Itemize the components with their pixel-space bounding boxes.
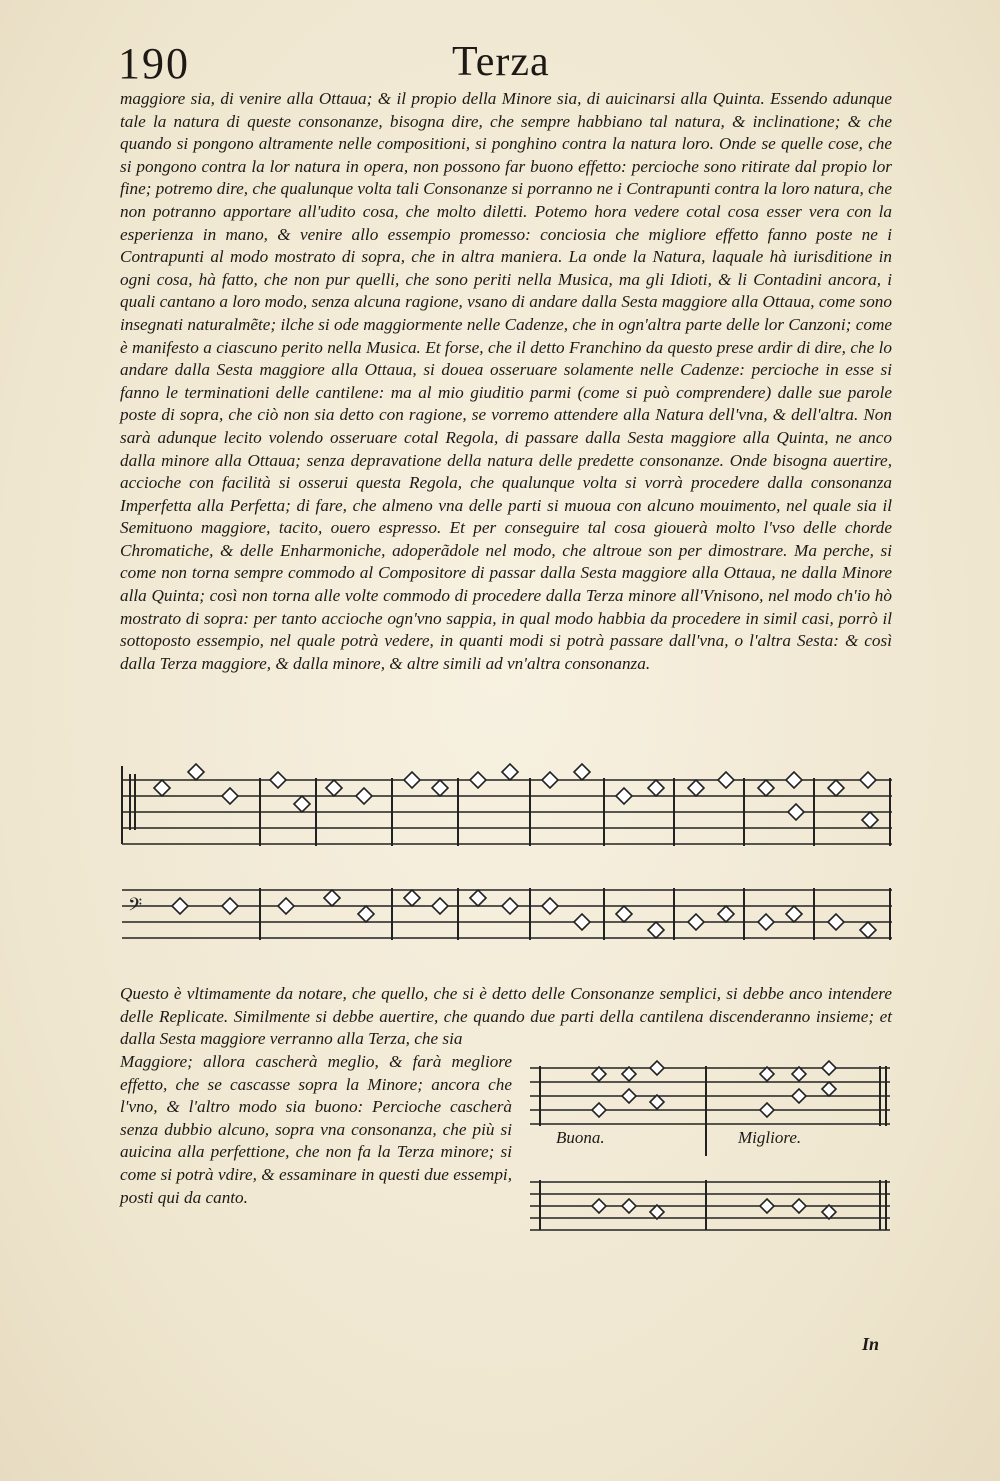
example-label-better: Migliore. — [738, 1128, 802, 1147]
side-paragraph: Maggiore; allora cascherà meglio, & farà megliore effetto, che se cascasse sopra la Minore; ancora che l'vno, & l'altro modo sia buono: Percioche cascherà senza dubbio alcuno, sopra vna consonanza, che più si auicina alla perfettione, che non fa la Terza minore; si come si potrà vdire, & essaminare in questi due essempi, posti qui da canto. — [120, 1052, 512, 1207]
main-paragraph: maggiore sia, di venire alla Ottaua; & il propio della Minore sia, di auicinarsi alla Quinta. Essendo adunque tale la natura di queste consonanze, bisogna dire, che sempre habbiano tal natura, & inclinatione; & che quando si pongono altramente nelle compositioni, si ponghino contra la natura loro. Onde se quelle cose, che si pongono contra la lor natura in opera, non possono far buono effetto: percioche sono ritirate dal propio lor fine; potremo dire, che qualunque volta tali Consonanze si porranno ne i Contrapunti contra la loro natura, che non potranno apportare all'udito cosa, che molto diletti. Potemo hora vedere cotal cosa esser vera con la esperienza in mano, & venire allo essempio promesso: conciosia che migliore effetto fanno poste ne i Contrapunti al modo mostrato di sopra, che in altra maniera. La onde la Natura, laquale hà iurisditione in ogni cosa, hà fatto, che non pur quelli, che sono periti nella Musica, ma gli Idioti, & li Contadini ancora, i quali cantano a loro modo, senza alcuna ragione, vsano di andare dalla Sesta maggiore alla Ottaua, come sono insegnati naturalmẽte; ilche si ode maggiormente nelle Cadenze, che in ogn'altra parte delle lor Canzoni; come è manifesto a ciascuno perito nella Musica. Et forse, che il detto Franchino da questo prese ardir di dire, che lo andare dalla Sesta maggiore alla Ottaua, si douea osseruare solamente nelle Cadenze: percioche in esse si fanno le terminationi delle cantilene: ma al mio giuditio parmi (come si può comprendere) dalle sue parole poste di sopra, che ciò non sia detto con ragione, se vorremo attendere alla Natura dell'vna, & dell'altra. Non sarà adunque lecito volendo osseruare cotal Regola, di passare dalla Sesta maggiore alla Quinta, ne anco dalla minore alla Ottaua; senza depravatione della natura delle predette consonanze. Onde bisogna auertire, accioche con facilità si osserui questa Regola, che qualunque volta si vorrà procedere dalla consonanza Imperfetta alla Perfetta; di fare, che almeno vna delle parti si muoua con alcuno mouimento, nel quale sia il Semituono maggiore, tacito, ouero espresso. Et per conseguire tal cosa giouerà molto l'vso delle chorde Chromatiche, & delle Enharmoniche, adoperãdole nel modo, che altroue son per dimostrare. Ma perche, si come non torna sempre commodo al Compositore di passar dalla Sesta maggiore alla Ottaua, ne dalla Minore alla Quinta; così non torna alle volte commodo di procedere dalla Terza minore all'Vnisono, nel modo ch'io hò mostrato di sopra: per tanto accioche ogn'vno sappia, in qual modo habbia da procedere in simil casi, porrò il sottoposto essempio, nel quale potrà vedere, in quanti modi si potrà passare dall'vna, o l'altra Sesta: & così dalla Terza maggiore, & dalla minore, & altre simili ad vn'altra consonanza. — [120, 89, 892, 673]
page-number: 190 — [118, 39, 190, 88]
treble-clef-icon — [130, 774, 135, 830]
music-notation-example — [118, 758, 892, 948]
svg-text:𝄢: 𝄢 — [128, 895, 143, 920]
music-example — [118, 758, 892, 948]
closing-paragraph: Questo è vltimamente da notare, che quello, che si è detto delle Consonanze semplici, si debbe anco intendere delle Replicate. Similmente si debbe auertire, che quando due parti della cantilena discenderanno insieme; et dalla Sesta maggiore verranno alla Terza, che sia — [120, 984, 892, 1049]
catchword: In — [862, 1334, 880, 1354]
lower-voice-notes — [172, 890, 876, 938]
small-music-example-lower — [530, 1172, 890, 1232]
running-head: Terza — [452, 39, 550, 85]
example-label-good: Buona. — [556, 1128, 605, 1147]
bass-clef-icon — [128, 895, 142, 920]
example-staff-lower — [530, 1172, 890, 1232]
